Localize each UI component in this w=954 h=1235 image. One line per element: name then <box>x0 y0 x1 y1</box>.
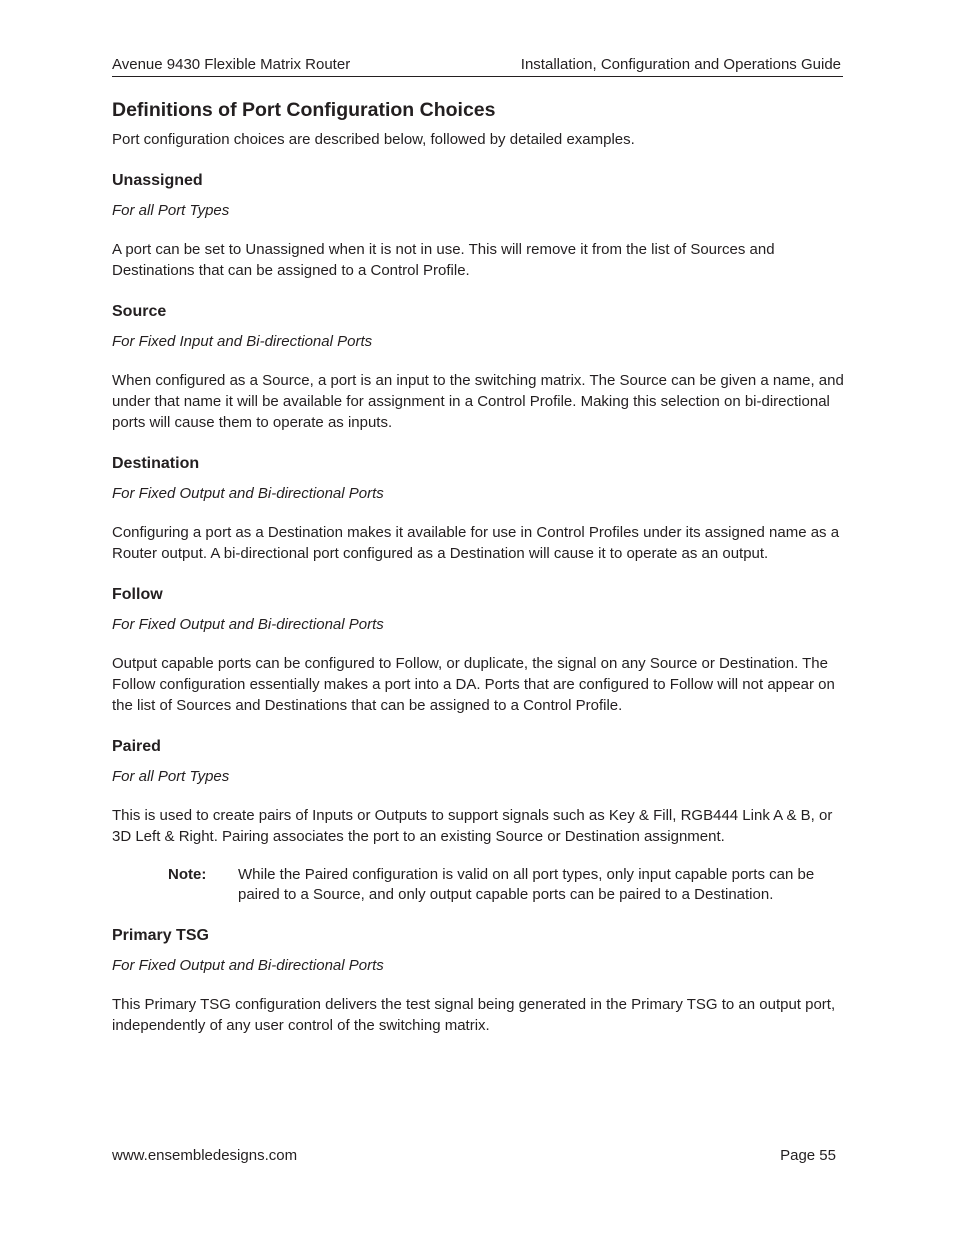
intro-paragraph: Port configuration choices are described below, followed by detailed examples. <box>112 131 635 148</box>
section-paired <box>112 736 847 905</box>
section-applies-to: For Fixed Output and Bi-directional Ports <box>112 485 384 502</box>
document-title: Avenue 9430 Flexible Matrix Router <box>112 56 351 73</box>
section-body: When configured as a Source, a port is an input to the switching matrix. The Source can be given a name, and under that name it will be available for assignment in a Control Profile. Making this selection on bi-directional ports will cause them to operate as inputs. <box>112 372 844 431</box>
section-body: Configuring a port as a Destination makes it available for use in Control Profiles under its assigned name as a Router output. A bi-directional port configured as a Destination will cause it to operate as an output. <box>112 524 840 562</box>
section-heading: Unassigned <box>112 172 203 189</box>
website-link[interactable]: www.ensembledesigns.com <box>112 1147 298 1164</box>
section-unassigned <box>112 170 847 281</box>
section-applies-to: For Fixed Output and Bi-directional Ports <box>112 616 384 633</box>
section-applies-to: For all Port Types <box>112 768 230 785</box>
section-body: This is used to create pairs of Inputs or Outputs to support signals such as Key & Fill, RGB444 Link A & B, or 3D Left & Right. Pairing associates the port to an existing Source or Destination assignment. <box>112 807 833 845</box>
section-body: Output capable ports can be configured to Follow, or duplicate, the signal on any Source or Destination. The Follow configuration essentially makes a port into a DA. Ports that are configured to Follow will not appear on the list of Sources and Destinations that can be assigned to a Control Profile. <box>112 655 835 714</box>
section-applies-to: For Fixed Output and Bi-directional Ports <box>112 957 384 974</box>
main-content <box>112 96 847 1036</box>
page-header <box>112 55 843 77</box>
note-block <box>112 865 847 905</box>
section-heading: Source <box>112 303 167 320</box>
section-heading: Follow <box>112 586 163 603</box>
section-heading: Primary TSG <box>112 927 209 944</box>
section-destination <box>112 453 847 564</box>
section-primary-tsg <box>112 925 847 1036</box>
page-title: Definitions of Port Configuration Choices <box>112 99 496 121</box>
section-heading: Destination <box>112 455 200 472</box>
page-number: Page 55 <box>780 1147 836 1164</box>
section-source <box>112 301 847 433</box>
guide-title: Installation, Configuration and Operations Guide <box>520 56 841 73</box>
section-applies-to: For Fixed Input and Bi-directional Ports <box>112 333 373 350</box>
section-body: A port can be set to Unassigned when it is not in use. This will remove it from the list of Sources and Destinations that can be assigned to a Control Profile. <box>112 241 775 279</box>
section-heading: Paired <box>112 738 161 755</box>
section-follow <box>112 584 847 716</box>
section-body: This Primary TSG configuration delivers the test signal being generated in the Primary TSG to an output port, independently of any user control of the switching matrix. <box>112 996 836 1034</box>
note-text: While the Paired configuration is valid on all port types, only input capable ports can be paired to a Source, and only output capable ports can be paired to a Destination. <box>238 866 815 903</box>
note-label: Note: <box>168 866 207 883</box>
section-applies-to: For all Port Types <box>112 202 230 219</box>
